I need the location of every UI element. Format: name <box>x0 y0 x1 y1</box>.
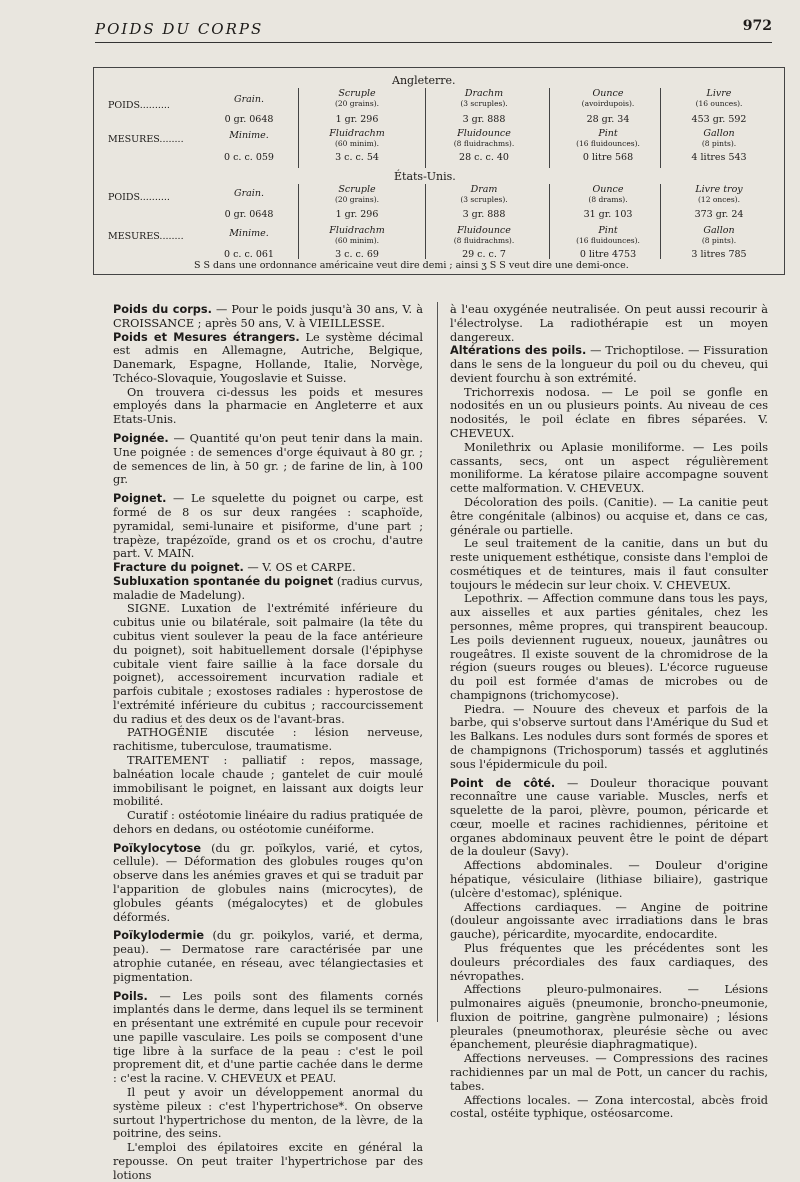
en-poids-1-sub: (20 grains). <box>334 99 380 108</box>
en-poids-2-name: Drachm <box>464 88 504 99</box>
en-mes-1-val: 3 c. c. 54 <box>335 152 379 163</box>
us-mes-4-sub: (8 pints). <box>701 236 737 245</box>
entry: Poils. — Les poils sont des filaments cornés implantés dans le derme, dans lequel ils se terminent en présentant une extrémité en cupule pour recevoir une papille vasculaire. Les poils se composent d'une tige libre à la surface de la peau : c'est le poil proprement dit, et d'une partie cachée dans le derme : c'est la racine. V. CHEVEUX et PEAU. <box>113 989 423 1086</box>
en-poids-0-val: 0 gr. 0648 <box>224 114 274 125</box>
en-poids-4-sub: (16 ounces). <box>695 99 743 108</box>
entry: Monilethrix ou Aplasie moniliforme. — Les poils cassants, secs, ont un aspect régulièrement moniliforme. La kératose pilaire accompagne souvent cette malformation. V. CHEVEUX. <box>450 440 768 496</box>
en-mes-2-val: 28 c. c. 40 <box>459 152 509 163</box>
us-poids-3-name: Ounce <box>592 184 624 195</box>
entry: L'emploi des épilatoires excite en général la repousse. On peut traiter l'hypertrichose par des lotions <box>113 1141 423 1182</box>
us-poids-4-val: 373 gr. 24 <box>694 209 744 220</box>
us-mes-2-val: 29 c. c. 7 <box>462 249 506 260</box>
us-poids-3-sub: (8 drams). <box>588 195 628 204</box>
column-divider <box>437 302 438 1022</box>
us-mes-3-name: Pint <box>598 225 618 236</box>
usa-title: États-Unis. <box>394 170 456 183</box>
right-column <box>450 303 768 1121</box>
row-label-poids-us: POIDS.......... <box>108 192 170 203</box>
page-header <box>95 14 772 43</box>
us-poids-4-sub: (12 onces). <box>698 195 740 204</box>
en-poids-1-name: Scruple <box>338 88 376 99</box>
en-mes-3-name: Pint <box>598 128 618 139</box>
us-poids-0-name: Grain. <box>234 188 264 199</box>
divider <box>549 88 550 168</box>
us-poids-0-val: 0 gr. 0648 <box>224 209 274 220</box>
entry: TRAITEMENT : palliatif : repos, massage, balnéation locale chaude ; gantelet de cuir moulé immobilisant le poignet, en laissant aux doigts leur mobilité. <box>113 754 423 809</box>
us-mes-1-name: Fluidrachm <box>329 225 385 236</box>
entry: Poids et Mesures étrangers. Le système décimal est admis en Allemagne, Autriche, Belgique, Danemark, Espagne, Hollande, Italie, Norvège, Tchéco-Slovaquie, Yougoslavie et Suisse. <box>113 330 423 385</box>
table-footnote: S S dans une ordonnance américaine veut dire demi ; ainsi ʒ S S veut dire une demi-once. <box>194 260 629 271</box>
running-title: POIDS DU CORPS <box>95 20 264 38</box>
divider <box>425 88 426 168</box>
us-mes-4-val: 3 litres 785 <box>691 249 747 260</box>
divider <box>298 88 299 168</box>
us-mes-2-sub: (8 fluidrachms). <box>453 236 515 245</box>
en-poids-4-name: Livre <box>706 88 732 99</box>
en-mes-4-name: Gallon <box>703 128 735 139</box>
entry: Affections abdominales. — Douleur d'origine hépatique, vésiculaire (lithiase biliaire), gastrique (ulcère d'estomac), splénique. <box>450 859 768 900</box>
en-poids-0-name: Grain. <box>234 94 264 105</box>
en-mes-1-name: Fluidrachm <box>329 128 385 139</box>
entry: Curatif : ostéotomie linéaire du radius pratiquée de dehors en dedans, ou ostéotomie cunéiforme. <box>113 809 423 836</box>
us-poids-1-name: Scruple <box>338 184 376 195</box>
us-mes-2-name: Fluidounce <box>457 225 511 236</box>
us-mes-0-val: 0 c. c. 061 <box>224 249 274 260</box>
en-mes-2-name: Fluidounce <box>457 128 511 139</box>
entry: On trouvera ci-dessus les poids et mesures employés dans la pharmacie en Angleterre et aux Etats-Unis. <box>113 385 423 427</box>
weights-measures-table <box>93 67 785 275</box>
us-poids-2-name: Dram <box>470 184 498 195</box>
us-mes-3-val: 0 litre 4753 <box>579 249 637 260</box>
divider <box>660 184 661 259</box>
en-poids-3-sub: (avoirdupois). <box>581 99 635 108</box>
entry: Point de côté. — Douleur thoracique pouvant reconnaître une cause variable. Muscles, nerfs et squelette de la paroi, plèvre, poumon, péricarde et cœur, moelle et racines rachidiennes, péritoine et organes abdominaux peuvent être le point de départ de la douleur (Savy). <box>450 776 768 859</box>
en-poids-1-val: 1 gr. 296 <box>335 114 379 125</box>
entry: Lepothrix. — Affection commune dans tous les pays, aux aisselles et aux parties génitales, chez les personnes, même propres, qui transpirent beaucoup. Les poils deviennent rugueux, noueux, jaunâtres ou rougeâtres. Il existe souvent de la chromidrose de la région (sueurs rouges ou bleues). L'écorce rugueuse du poil est formée d'amas de microbes ou de champignons (trichomycose). <box>450 592 768 702</box>
england-title: Angleterre. <box>392 74 456 87</box>
entry: Fracture du poignet. — V. OS et CARPE. <box>113 561 356 575</box>
entry: Poïkylocytose (du gr. poïkylos, varié, et cytos, cellule). — Déformation des globules rouges qu'on observe dans les anémies graves et qui se traduit par l'apparition de globules nains (microcytes), de globules géants (mégalocytes) et de globules déformés. <box>113 841 423 924</box>
entry: Piedra. — Nouure des cheveux et parfois de la barbe, qui s'observe surtout dans l'Amérique du Sud et les Balkans. Les nodules durs sont formés de spores et de champignons (Trichosporum) tassés et agglutinés sous l'épidermicule du poil. <box>450 702 768 771</box>
us-poids-4-name: Livre troy <box>695 184 743 195</box>
us-mes-0-name: Minime. <box>229 228 269 239</box>
en-poids-2-sub: (3 scruples). <box>460 99 508 108</box>
entry: Plus fréquentes que les précédentes sont les douleurs précordiales des faux cardiaques, des névropathes. <box>450 941 768 983</box>
us-poids-2-sub: (3 scruples). <box>460 195 508 204</box>
entry: Affections pleuro-pulmonaires. — Lésions pulmonaires aiguës (pneumonie, broncho-pneumonie, fluxion de poitrine, gangrène pulmonaire) ; lésions pleurales (pneumothorax, pleurésie sèche ou avec épanchement, pleurésie diaphragmatique). <box>450 983 768 1052</box>
entry: Poids du corps. — Pour le poids jusqu'à 30 ans, V. à CROISSANCE ; après 50 ans, V. à VIEILLESSE. <box>113 303 423 330</box>
en-poids-3-name: Ounce <box>592 88 624 99</box>
us-poids-2-val: 3 gr. 888 <box>462 209 506 220</box>
entry: Poignée. — Quantité qu'on peut tenir dans la main. Une poignée : de semences d'orge équivaut à 80 gr. ; de semences de lin, à 50 gr. ; de farine de lin, à 100 gr. <box>113 432 423 487</box>
entry: SIGNE. Luxation de l'extrémité inférieure du cubitus unie ou bilatérale, soit palmaire (la tête du cubitus vient soulever la peau de la face antérieure du poignet), soit habituellement dorsale (l'épiphyse cubitale vient faire saillie à la face dorsale du poignet), accessoirement incurvation radiale et parfois cubitale ; exostoses radiales : hyperostose de l'extrémité inférieure du cubitus ; raccourcissement du radius et des deux os de l'avant-bras. <box>113 602 423 726</box>
entry: Il peut y avoir un développement anormal du système pileux : c'est l'hypertrichose*. On observe surtout l'hypertrichose du menton, de la lèvre, de la poitrine, des seins. <box>113 1085 423 1141</box>
left-column <box>113 303 423 1182</box>
en-mes-2-sub: (8 fluidrachms). <box>453 139 515 148</box>
en-mes-0-val: 0 c. c. 059 <box>224 152 274 163</box>
en-poids-3-val: 28 gr. 34 <box>586 114 630 125</box>
us-poids-1-sub: (20 grains). <box>334 195 380 204</box>
entry: Affections cardiaques. — Angine de poitrine (douleur angoissante avec irradiations dans le bras gauche), péricardite, myocardite, endocardite. <box>450 900 768 942</box>
en-mes-0-name: Minime. <box>229 130 269 141</box>
entry: Décoloration des poils. (Canitie). — La canitie peut être congénitale (albinos) ou acquise et, dans ce cas, générale ou partielle. <box>450 495 768 537</box>
divider <box>425 184 426 259</box>
en-mes-4-sub: (8 pints). <box>701 139 737 148</box>
divider <box>298 184 299 259</box>
en-poids-4-val: 453 gr. 592 <box>691 114 747 125</box>
row-label-mesures-en: MESURES........ <box>108 134 184 145</box>
en-mes-4-val: 4 litres 543 <box>691 152 747 163</box>
entry: Poignet. — Le squelette du poignet ou carpe, est formé de 8 os sur deux rangées : scaphoïde, pyramidal, semi-lunaire et pisiforme, d'une part ; trapèze, trapézoïde, grand os et os crochu, d'autre part. V. MAIN. <box>113 492 423 561</box>
us-mes-3-sub: (16 fluidounces). <box>576 236 640 245</box>
entry: à l'eau oxygénée neutralisée. On peut aussi recourir à l'électrolyse. La radiothérapie est un moyen dangereux. <box>450 303 768 344</box>
row-label-poids-en: POIDS.......... <box>108 100 170 111</box>
page-number: 972 <box>742 18 772 34</box>
us-mes-4-name: Gallon <box>703 225 735 236</box>
en-mes-3-val: 0 litre 568 <box>582 152 634 163</box>
entry: Poïkylodermie (du gr. poikylos, varié, et derma, peau). — Dermatose rare caractérisée par une atrophie cutanée, en réseau, avec télangiectasies et pigmentation. <box>113 929 423 984</box>
en-mes-1-sub: (60 minim). <box>334 139 379 148</box>
en-poids-2-val: 3 gr. 888 <box>462 114 506 125</box>
entry: Affections locales. — Zona intercostal, abcès froid costal, ostéite typhique, ostéosarcome. <box>450 1093 768 1121</box>
divider <box>660 88 661 168</box>
divider <box>549 184 550 259</box>
us-mes-1-sub: (60 minim). <box>334 236 379 245</box>
us-mes-1-val: 3 c. c. 69 <box>335 249 379 260</box>
row-label-mesures-us: MESURES........ <box>108 231 184 242</box>
entry: PATHOGÉNIE discutée : lésion nerveuse, rachitisme, tuberculose, traumatisme. <box>113 726 423 754</box>
entry: Altérations des poils. — Trichoptilose. — Fissuration dans le sens de la longueur du poil ou du cheveu, qui devient fourchu à son extrémité. <box>450 344 768 385</box>
entry: Le seul traitement de la canitie, dans un but du reste uniquement esthétique, consiste dans l'emploi de cosmétiques et de teintures, mais il faut consulter toujours le médecin sur leur choix. V. CHEVEUX. <box>450 537 768 592</box>
us-poids-3-val: 31 gr. 103 <box>583 209 633 220</box>
entry: Trichorrexis nodosa. — Le poil se gonfle en nodosités en un ou plusieurs points. Au niveau de ces nodosités, le poil éclate en fibres séparées. V. CHEVEUX. <box>450 385 768 441</box>
en-mes-3-sub: (16 fluidounces). <box>576 139 640 148</box>
us-poids-1-val: 1 gr. 296 <box>335 209 379 220</box>
entry: Affections nerveuses. — Compressions des racines rachidiennes par un mal de Pott, un cancer du rachis, tabes. <box>450 1052 768 1093</box>
entry: Subluxation spontanée du poignet (radius curvus, maladie de Madelung). <box>113 574 423 602</box>
